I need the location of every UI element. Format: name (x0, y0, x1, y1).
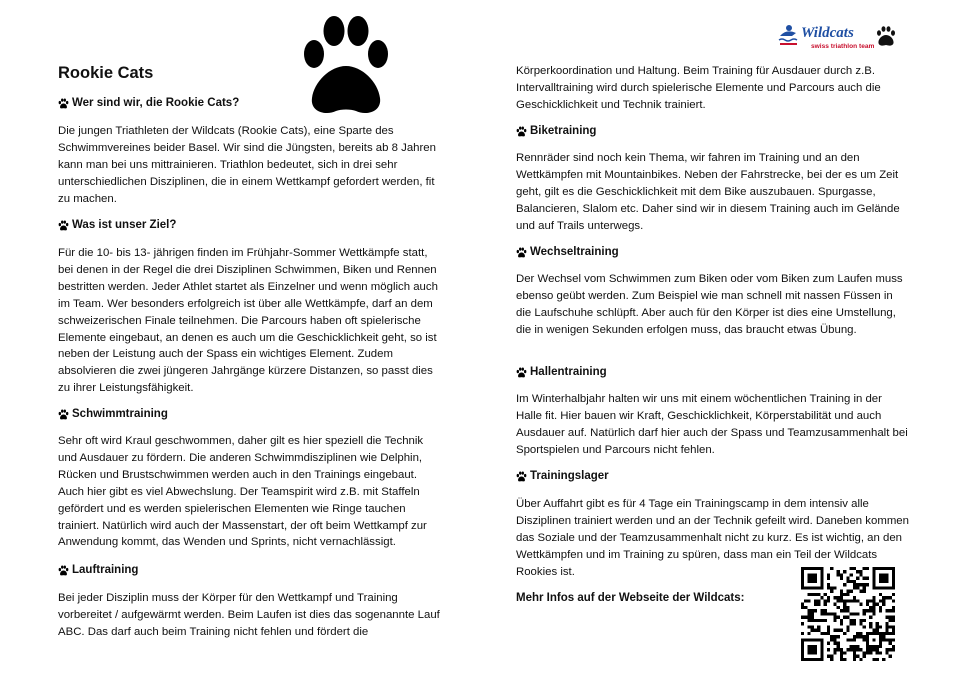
paw-icon (58, 98, 69, 109)
more-info-label: Mehr Infos auf der Webseite der Wildcats: (516, 592, 745, 604)
logo-tagline: swiss triathlon team (811, 43, 875, 50)
paw-icon (516, 367, 527, 378)
section-text-biketraining: Rennräder sind noch kein Thema, wir fahren im Training und an den Wettkämpfen mit Mountainbikes. Neben der Fahrstrecke, bei der es um Zeit geht, gilt es die Geschicklichkeit mit dem Bike auszubauen. Spurgasse, Balancieren, Slalom etc. Daher sind wir in diesem Training auch im Gelände und auf Trails unterwegs. (516, 152, 900, 232)
section-text-lauftraining: Bei jeder Disziplin muss der Körper für den Wettkampf und Training vorbereitet / aufgewärmt werden. Beim Laufen ist dies das sogenannte Lauf ABC. Das darf auch beim Training nicht fehlen und fördert die (58, 592, 440, 638)
section-heading-biketraining (516, 125, 596, 137)
page-title: Rookie Cats (58, 64, 154, 82)
section-heading-text: Biketraining (530, 125, 597, 137)
section-text-wechseltraining: Der Wechsel vom Schwimmen zum Biken oder vom Biken zum Laufen muss ebenso geübt werden. Zum Beispiel wie man schnell mit nassen Füssen in die Laufschuhe schlüpft. Aber auch für den Körper ist dies eine Umstellung, die in wenigen Sekunden erfolgen muss, das braucht etwas Übung. (516, 273, 903, 336)
section-heading-text: Wer sind wir, die Rookie Cats? (72, 97, 240, 109)
section-heading-text: Schwimmtraining (72, 408, 168, 420)
section-text-trainingslager: Über Auffahrt gibt es für 4 Tage ein Trainingscamp in dem intensiv alle Disziplinen trainiert werden und an der Technik gefeilt wird. Daneben kommen das Soziale und der Teamzusammenhalt nicht zu kurz. Es ist wichtig, an den Wettkämpfen und im Training zu spüren, dass man ein Teil der Wildcats Rookies ist. (516, 498, 909, 578)
section-text-lauftraining-continued: Körperkoordination und Haltung. Beim Training für Ausdauer durch z.B. Intervalltraining wird durch spielerische Elemente und Parcours auch die Geschicklichkeit und Technik trainiert. (516, 65, 881, 111)
paw-icon (58, 565, 69, 576)
section-heading-lauftraining (58, 564, 138, 576)
section-heading-wechseltraining (516, 246, 619, 258)
section-heading-schwimmtraining (58, 408, 168, 420)
section-heading-trainingslager (516, 470, 609, 482)
paw-icon (58, 220, 69, 231)
section-text-wer-sind-wir: Die jungen Triathleten der Wildcats (Rookie Cats), eine Sparte des Schwimmvereines beider Basel. Wir sind die Jüngsten, bereits ab 8 Jahren kann man bei uns mittrainieren. Triathlon bedeutet, sich in drei sehr unterschiedlichen Disziplinen, die in einem Wettkampf gefordert werden, fit zu machen. (58, 125, 436, 205)
paw-icon (516, 126, 527, 137)
paw-print-icon (300, 14, 392, 116)
section-heading-text: Trainingslager (530, 470, 609, 482)
section-text-ziel: Für die 10- bis 13- jährigen finden im Frühjahr-Sommer Wettkämpfe statt, bei denen in der Regel die drei Disziplinen Schwimmen, Biken und Rennen bestritten werden. Jeder Athlet startet als Einzelner und wenn möglich auch im Team. Wer besonders erfolgreich ist über alle Wettkämpfe, darf an dem schweizerischen Finale teilnehmen. Die Parcours haben oft spielerische Elemente eingebaut, an denen es auch um die Geschicklichkeit geht, so ist neben der Leistung auch der Spass ein wichtiges Element. Zudem absolvieren die zwei jüngeren Jahrgänge kürzere Distanzen, so passt dies zu ihrer Leistungsfähigkeit. (58, 247, 438, 395)
section-text-schwimmtraining: Sehr oft wird Kraul geschwommen, daher gilt es hier speziell die Technik und Ausdauer zu fördern. Die anderen Schwimmdisziplinen wie Delphin, Rücken und Brustschwimmen werden auch in den Trainings eingebaut. Auch hier gibt es viel Abwechslung. Der Teamspirit wird z.B. mit Staffeln gefördert und es werden spielerischen Elementen wie Ringe tauchen trainiert. Natürlich wird auch der Massenstart, der oft beim Wettkampf zur Anwendung kommt, das Wenden und Sprints, nicht vernachlässigt. (58, 435, 427, 549)
qr-code[interactable] (801, 567, 895, 661)
section-heading-text: Hallentraining (530, 366, 607, 378)
section-heading-text: Was ist unser Ziel? (72, 219, 177, 231)
section-heading-wer-sind-wir (58, 97, 239, 109)
wildcats-logo (778, 22, 896, 52)
paw-icon (516, 471, 527, 482)
logo-brand: Wildcats (801, 25, 854, 41)
paw-icon (58, 409, 69, 420)
swimmer-icon (779, 25, 797, 45)
paw-icon (516, 247, 527, 258)
section-heading-text: Wechseltraining (530, 246, 619, 258)
section-heading-text: Lauftraining (72, 564, 139, 576)
section-heading-ziel (58, 219, 176, 231)
section-text-hallentraining: Im Winterhalbjahr halten wir uns mit einem wöchentlichen Training in der Halle fit. Hier bauen wir Kraft, Geschicklichkeit, Körperstabilität und auch Ausdauer auf. Natürlich darf hier auch der Spass und Teamzusammenhalt bei Sportspielen und Parcours nicht fehlen. (516, 393, 908, 456)
section-heading-hallentraining (516, 366, 607, 378)
logo-paw-icon (877, 26, 895, 45)
